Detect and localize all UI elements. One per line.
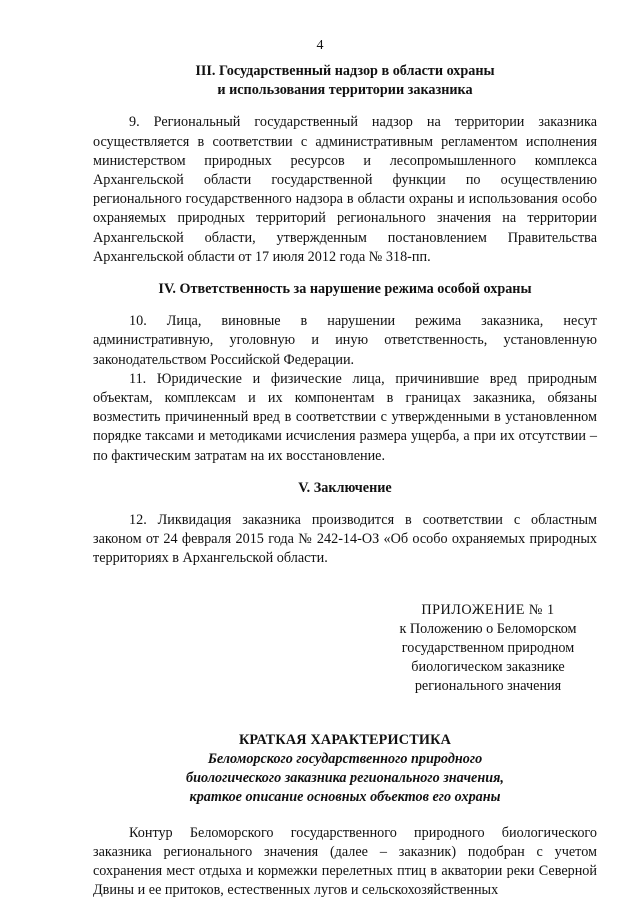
summary-subtitle-line1: Беломорского государственного природного (207, 750, 483, 767)
section-5-heading: V. Заключение (298, 479, 392, 496)
section-3-heading-line1: III. Государственный надзор в области охраны (195, 63, 495, 79)
appendix-line: государственном природном (401, 640, 575, 657)
section-4-heading: IV. Ответственность за нарушение режима особой охраны (158, 281, 532, 298)
appendix-line: к Положению о Беломорском (399, 620, 577, 637)
appendix-line: биологическом заказнике (411, 659, 565, 676)
appendix-block (383, 601, 593, 697)
paragraph-12: 12. Ликвидация заказника производится в соответствии с областным законом от 24 февраля 2015 года № 242-14-ОЗ «Об особо охраняемых природных территориях в Архангельской области. (93, 512, 597, 567)
paragraph-9: 9. Региональный государственный надзор на территории заказника осуществляется в соответствии с административным регламентом исполнения министерством природных ресурсов и лесопромышленного комплекса Архангельской области государственной функции по осуществлению регионального государственного надзора в области охраны и использования особо охраняемых природных территорий регионального значения на территории Архангельской области, утвержденным постановлением Правительства Архангельской области от 17 июля 2012 года № 318-пп. (93, 114, 597, 265)
summary-paragraph: Контур Беломорского государственного природного биологического заказника регионального значения (далее – заказник) подобран с учетом сохранения мест отдыха и кормежки перелетных птиц в акватории реки Северной Двины и ее притоков, естественных лугов и сельскохозяйственных (93, 824, 597, 899)
paragraph-10: 10. Лица, виновные в нарушении режима заказника, несут административную, уголовную и иную ответственность, установленную законодательством Российской Федерации. (93, 313, 597, 368)
section-3-heading-line2: и использования территории заказника (217, 82, 473, 99)
summary-subtitle-line3: краткое описание основных объектов его охраны (189, 789, 501, 806)
appendix-line: регионального значения (414, 678, 562, 695)
document-body (93, 62, 597, 900)
paragraph-11: 11. Юридические и физические лица, причинившие вред природным объектам, комплексам и их компонентам в границах заказника, обязаны возместить причиненный вред в соответствии с утвержденными в установленном порядке таксами и методиками исчисления размера ущерба, а при их отсутствии – по фактическим затратам на их восстановление. (93, 370, 597, 464)
appendix-title: ПРИЛОЖЕНИЕ № 1 (421, 601, 555, 618)
page-number: 4 (316, 38, 324, 53)
summary-subtitle-line2: биологического заказника регионального значения, (186, 770, 504, 787)
summary-title: КРАТКАЯ ХАРАКТЕРИСТИКА (238, 731, 452, 748)
